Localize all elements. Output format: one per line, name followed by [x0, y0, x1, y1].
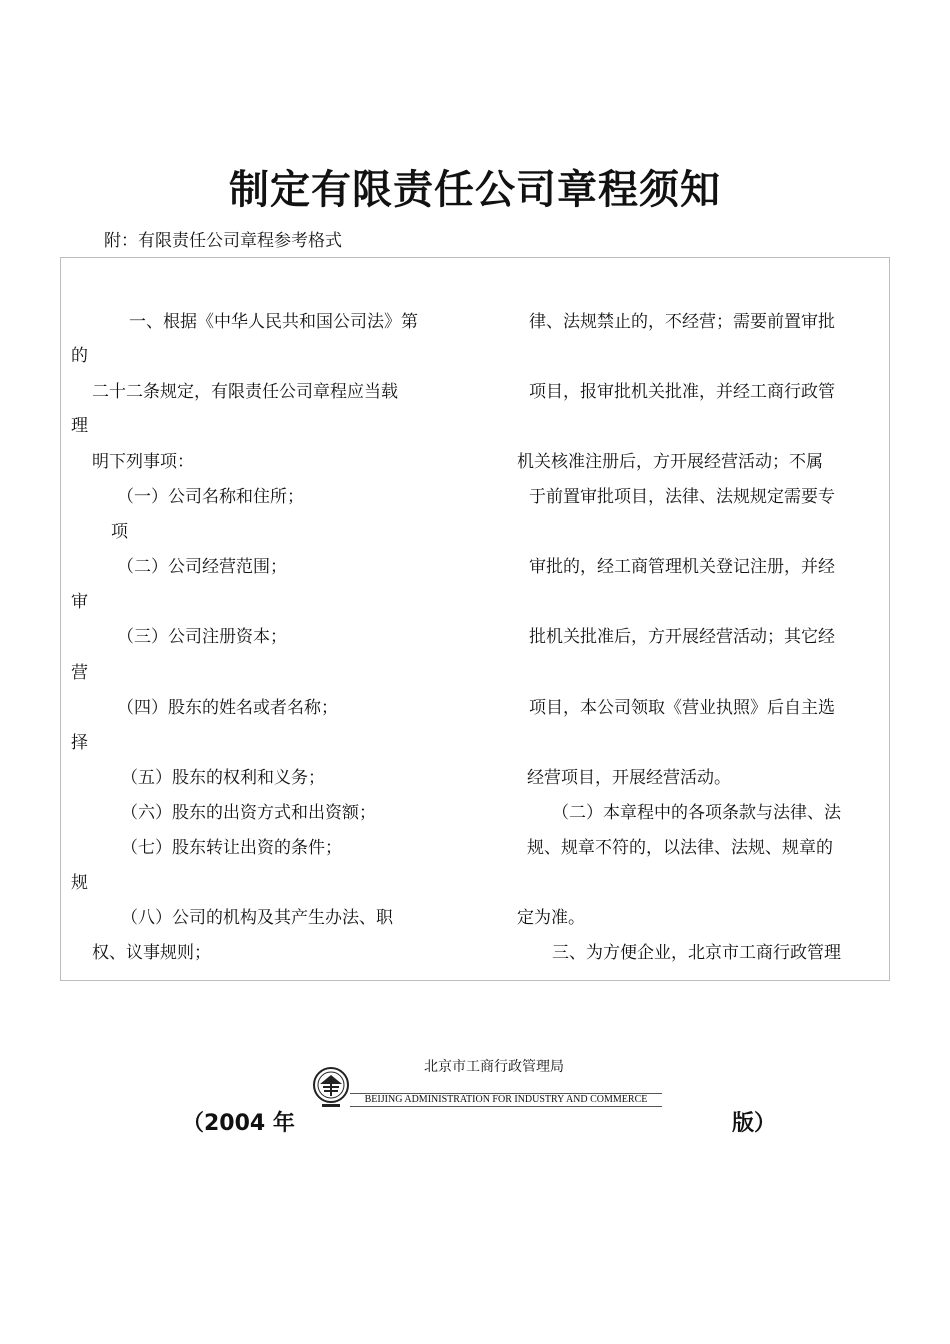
agency-name-en: BEIJING ADMINISTRATION FOR INDUSTRY AND COMMERCE	[350, 1093, 662, 1107]
edition-suffix: 版）	[732, 1111, 777, 1136]
left-line: 规	[71, 873, 88, 893]
right-line: 项目，报审批机关批准，并经工商行政管	[529, 382, 835, 402]
left-line: 明下列事项：	[92, 452, 194, 472]
left-line: 二十二条规定，有限责任公司章程应当载	[92, 382, 398, 402]
left-line: 权、议事规则；	[92, 943, 211, 963]
edition-year: （2004 年	[182, 1111, 295, 1136]
right-line: 三、为方便企业，北京市工商行政管理	[552, 943, 841, 963]
left-line: 审	[71, 592, 88, 612]
content-box	[60, 257, 890, 981]
left-line: （五）股东的权利和义务；	[121, 768, 325, 788]
left-line: 的	[71, 346, 88, 366]
right-line: （二）本章程中的各项条款与法律、法	[552, 803, 841, 823]
left-line: （八）公司的机构及其产生办法、职	[121, 908, 393, 928]
left-line: （四）股东的姓名或者名称；	[117, 698, 338, 718]
left-line: 理	[71, 416, 88, 436]
document-subtitle: 附：有限责任公司章程参考格式	[104, 231, 342, 251]
left-line: 一、根据《中华人民共和国公司法》第	[129, 312, 418, 332]
left-line: （三）公司注册资本；	[117, 627, 287, 647]
agency-emblem-icon	[312, 1066, 350, 1112]
right-line: 项目，本公司领取《营业执照》后自主选	[529, 698, 835, 718]
right-line: 机关核准注册后，方开展经营活动；不属	[517, 452, 823, 472]
agency-name-cn: 北京市工商行政管理局	[424, 1059, 564, 1075]
left-line: （二）公司经营范围；	[117, 557, 287, 577]
right-line: 规、规章不符的，以法律、法规、规章的	[527, 838, 833, 858]
right-line: 经营项目，开展经营活动。	[527, 768, 731, 788]
left-line: （七）股东转让出资的条件；	[121, 838, 342, 858]
document-title: 制定有限责任公司章程须知	[229, 167, 721, 213]
left-line: 择	[71, 733, 88, 753]
left-line: （一）公司名称和住所；	[117, 487, 304, 507]
right-line: 于前置审批项目，法律、法规规定需要专	[529, 487, 835, 507]
left-line: 营	[71, 663, 88, 683]
right-line: 定为准。	[517, 908, 585, 928]
right-line: 审批的，经工商管理机关登记注册，并经	[529, 557, 835, 577]
left-line: 项	[111, 522, 128, 542]
right-line: 律、法规禁止的，不经营；需要前置审批	[529, 312, 835, 332]
right-line: 批机关批准后，方开展经营活动；其它经	[529, 627, 835, 647]
left-line: （六）股东的出资方式和出资额；	[121, 803, 376, 823]
